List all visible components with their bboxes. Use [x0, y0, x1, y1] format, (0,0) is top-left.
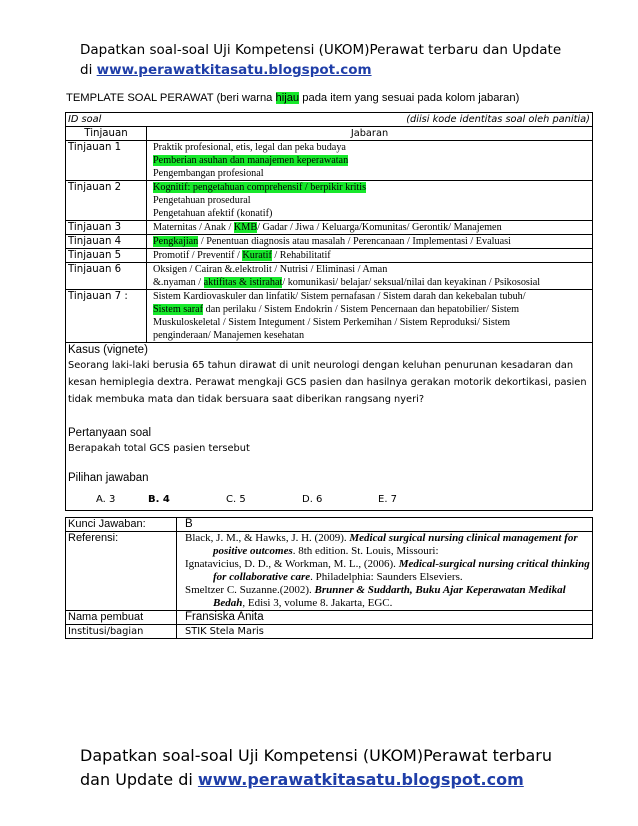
- jabaran-selected: Sistem saraf: [153, 304, 204, 315]
- tinjauan-jabaran: [147, 141, 593, 181]
- column-header-tinjauan: Tinjauan: [66, 127, 147, 141]
- jabaran-line: [153, 329, 590, 342]
- footer-promo-prefix: dan Update di: [80, 770, 193, 789]
- tinjauan-label: Tinjauan 4: [66, 235, 147, 249]
- jabaran-text: Pengetahuan prosedural: [153, 195, 251, 206]
- jabaran-text: / Rehabilitatif: [271, 250, 331, 261]
- tinjauan-jabaran: [147, 263, 593, 290]
- id-soal-label: ID soal: [68, 114, 102, 125]
- pembuat-value: Fransiska Anita: [177, 611, 593, 625]
- jabaran-line: [153, 290, 590, 303]
- jabaran-selected: KMB: [233, 222, 258, 233]
- jabaran-text: Muskuloskeletal / Sistem Integument / Sistem Perkemihan / Sistem Reproduksi/ Sistem: [153, 317, 511, 328]
- referensi-label: Referensi:: [66, 532, 177, 611]
- tinjauan-row: [66, 221, 593, 235]
- option-c: C. 5: [226, 494, 246, 505]
- jabaran-line: [153, 303, 590, 316]
- tinjauan-row: [66, 263, 593, 290]
- option-a: A. 3: [96, 494, 116, 505]
- id-soal-cell: [66, 113, 593, 127]
- jabaran-line: [153, 235, 590, 248]
- option-b: B. 4: [148, 494, 170, 505]
- reference-item: Ignatavicius, D. D., & Workman, M. L., (2006). Medical-surgical nursing critical thinking for collaborative care. Philadelphia: Saunders Elseviers.: [185, 558, 590, 583]
- pertanyaan-heading: Pertanyaan soal: [68, 427, 152, 439]
- kasus-cell: [66, 343, 593, 511]
- jabaran-text: &.nyaman /: [153, 277, 204, 288]
- tinjauan-label: Tinjauan 1: [66, 141, 147, 181]
- jabaran-line: [153, 154, 590, 167]
- reference-item: Smeltzer C. Suzanne.(2002). Brunner & Suddarth, Buku Ajar Keperawatan Medikal Bedah, Edisi 3, volume 8. Jakarta, EGC.: [185, 584, 566, 609]
- jabaran-selected: Kognitif: pengetahuan comprehensif / berpikir kritis: [153, 182, 367, 193]
- jabaran-line: [153, 316, 590, 329]
- tinjauan-row: [66, 141, 593, 181]
- id-soal-row: [66, 113, 593, 127]
- tinjauan-label: Tinjauan 3: [66, 221, 147, 235]
- pembuat-label: Nama pembuat: [66, 611, 177, 625]
- footer-promo-link[interactable]: www.perawatkitasatu.blogspot.com: [197, 770, 524, 789]
- jabaran-line: [153, 141, 590, 154]
- jabaran-selected: Pengkajian: [153, 236, 199, 247]
- kunci-value: B: [177, 518, 593, 532]
- jabaran-line: [153, 276, 590, 289]
- jabaran-text: penginderaan/ Manajemen kesehatan: [153, 330, 305, 341]
- template-note: [66, 92, 606, 104]
- jabaran-line: [153, 207, 590, 220]
- footer-promo-line1: Dapatkan soal-soal Uji Kompetensi (UKOM)Perawat terbaru: [80, 746, 553, 765]
- answer-options: [96, 493, 590, 506]
- tinjauan-row: [66, 290, 593, 343]
- tinjauan-jabaran: [147, 221, 593, 235]
- institusi-value: STIK Stela Maris: [177, 625, 593, 639]
- template-note-after: pada item yang sesuai pada kolom jabaran): [302, 92, 520, 104]
- jabaran-text: / Penentuan diagnosis atau masalah / Perencanaan / Implementasi / Evaluasi: [198, 236, 511, 247]
- tinjauan-row: [66, 249, 593, 263]
- tinjauan-rows: [66, 141, 593, 343]
- kasus-heading: Kasus (vignete): [68, 344, 148, 356]
- tinjauan-jabaran: [147, 290, 593, 343]
- tinjauan-jabaran: [147, 181, 593, 221]
- pertanyaan-text: Berapakah total GCS pasien tersebut: [68, 443, 250, 454]
- tinjauan-row: [66, 235, 593, 249]
- jabaran-text: Pengembangan profesional: [153, 168, 264, 179]
- jabaran-line: [153, 249, 590, 262]
- jabaran-text: dan perilaku / Sistem Endokrin / Sistem Pencernaan dan hepatobilier/ Sistem: [203, 304, 520, 315]
- tinjauan-row: [66, 181, 593, 221]
- header-promo-line2: [80, 60, 600, 80]
- kasus-text: Seorang laki-laki berusia 65 tahun dirawat di unit neurologi dengan keluhan penurunan kesadaran dan kesan hemiplegia dextra. Perawat mengkaji GCS pasien dan hasilnya gerakan motorik dekortikasi, pasien tidak membuka mata dan tidak bersuara saat diberikan rangsang nyeri?: [68, 360, 587, 405]
- jabaran-text: / Gadar / Jiwa / Keluarga/Komunitas/ Gerontik/ Manajemen: [257, 222, 502, 233]
- reference-item: Black, J. M., & Hawks, J. H. (2009). Medical surgical nursing clinical management for positive outcomes. 8th edition. St. Louis, Missouri:: [185, 532, 578, 557]
- tinjauan-label: Tinjauan 5: [66, 249, 147, 263]
- kunci-row: [66, 518, 593, 532]
- id-soal-note: (diisi kode identitas soal oleh panitia): [406, 114, 590, 125]
- jabaran-text: Pengetahuan afektif (konatif): [153, 208, 273, 219]
- institusi-row: [66, 625, 593, 639]
- template-note-before: TEMPLATE SOAL PERAWAT (beri warna: [66, 92, 273, 104]
- template-note-highlight: hijau: [275, 92, 300, 104]
- jabaran-line: [153, 181, 590, 194]
- tinjauan-table: [65, 112, 593, 511]
- option-e: E. 7: [378, 494, 398, 505]
- column-header-jabaran: Jabaran: [147, 127, 593, 141]
- option-d: D. 6: [302, 494, 323, 505]
- tinjauan-label: Tinjauan 6: [66, 263, 147, 290]
- jabaran-selected: Pemberian asuhan dan manajemen keperawatan: [153, 155, 349, 166]
- pilihan-heading: Pilihan jawaban: [68, 472, 149, 484]
- jabaran-line: [153, 167, 590, 180]
- jabaran-text: Praktik profesional, etis, legal dan peka budaya: [153, 142, 346, 153]
- tinjauan-jabaran: [147, 235, 593, 249]
- meta-table: [65, 517, 593, 639]
- tinjauan-label: Tinjauan 7 :: [66, 290, 147, 343]
- jabaran-line: [153, 263, 590, 276]
- header-promo-di: di: [80, 62, 93, 78]
- kasus-row: [66, 343, 593, 511]
- referensi-list: [177, 532, 593, 611]
- jabaran-text: Promotif / Preventif /: [153, 250, 243, 261]
- jabaran-text: Maternitas / Anak /: [153, 222, 234, 233]
- jabaran-text: Oksigen / Cairan &.elektrolit / Nutrisi / Eliminasi / Aman: [153, 264, 388, 275]
- referensi-row: [66, 532, 593, 611]
- header-promo-link[interactable]: www.perawatkitasatu.blogspot.com: [96, 62, 372, 78]
- jabaran-text: / komunikasi/ belajar/ seksual/nilai dan keyakinan / Psikososial: [282, 277, 541, 288]
- jabaran-selected: aktifitas & istirahat: [203, 277, 283, 288]
- tinjauan-label: Tinjauan 2: [66, 181, 147, 221]
- institusi-label: Institusi/bagian: [66, 625, 177, 639]
- kunci-label: Kunci Jawaban:: [66, 518, 177, 532]
- jabaran-text: Sistem Kardiovaskuler dan linfatik/ Sistem pernafasan / Sistem darah dan kekebalan tubuh/: [153, 291, 526, 302]
- footer-promo-line2: [80, 768, 600, 792]
- header-promo-line1: Dapatkan soal-soal Uji Kompetensi (UKOM)Perawat terbaru dan Update: [80, 42, 562, 58]
- pembuat-row: [66, 611, 593, 625]
- jabaran-line: [153, 221, 590, 234]
- header-row: [66, 127, 593, 141]
- footer-promo: [80, 744, 600, 792]
- tinjauan-jabaran: [147, 249, 593, 263]
- jabaran-selected: Kuratif: [242, 250, 272, 261]
- jabaran-line: [153, 194, 590, 207]
- header-promo: [80, 40, 600, 80]
